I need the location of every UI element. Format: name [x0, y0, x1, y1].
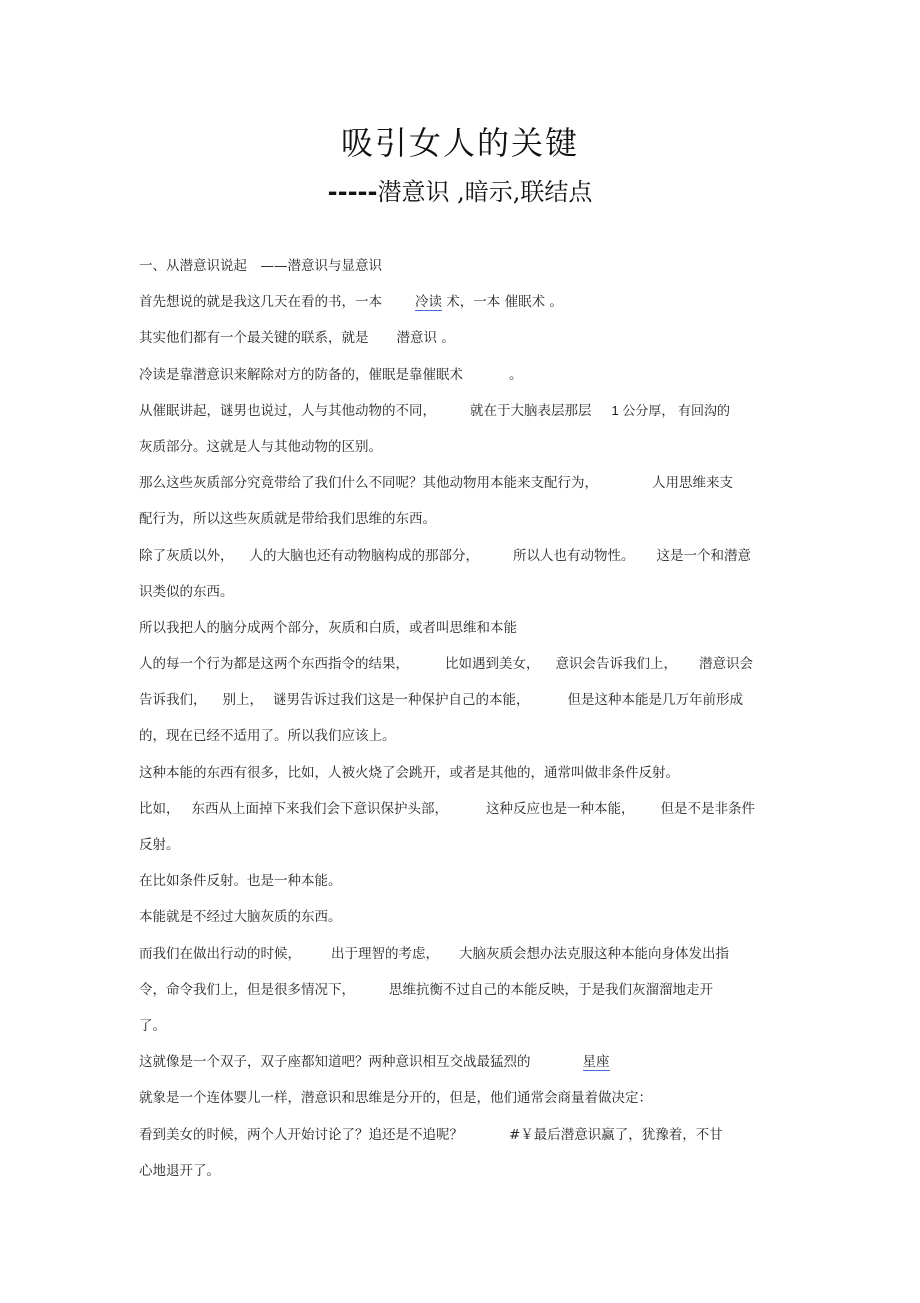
paragraph-line — [139, 942, 789, 978]
paragraph-line — [139, 616, 789, 652]
text-line: 而我们在做出行动的时候， — [139, 945, 301, 962]
paragraph-line — [139, 652, 789, 688]
text-line: 人的每一个行为都是这两个东西指令的结果， — [139, 656, 409, 673]
text-line: 谜男告诉过我们这是一种保护自己的本能， — [273, 692, 530, 709]
paragraph-line — [139, 399, 789, 435]
text-line: 首先想说的就是我这几天在看的书，一本 — [139, 294, 382, 311]
text-line: 比如， — [139, 800, 180, 817]
text-line: 所以我把人的脑分成两个部分，灰质和白质，或者叫思维和本能 — [139, 619, 517, 636]
text-line: 思维抗衡不过自己的本能反映，于是我们灰溜溜地走开 — [389, 981, 713, 998]
text-line: 这是一个和潜意 — [656, 547, 751, 564]
paragraph-line — [139, 1086, 789, 1122]
text-line: 但是不是非条件 — [660, 800, 755, 817]
text-line: 本能就是不经过大脑灰质的东西。 — [139, 909, 342, 926]
link-constellation[interactable]: 星座 — [582, 1054, 610, 1071]
text-line: 一、从潜意识说起 ——潜意识与显意识 — [139, 258, 382, 274]
text-line: 出于理智的考虑， — [331, 945, 439, 962]
paragraph-line — [139, 1050, 789, 1086]
text-line: 冷读是靠潜意识来解除对方的防备的，催眠是靠催眠术 — [139, 366, 463, 383]
text-line: 。 — [509, 366, 523, 383]
text-line: 从催眠讲起，谜男也说过，人与其他动物的不同， — [139, 402, 436, 419]
text-line: 意识会告诉我们上， — [555, 656, 677, 673]
page-title: 吸引女人的关键 — [340, 124, 579, 162]
paragraph-line — [139, 724, 789, 760]
paragraph-line — [139, 869, 789, 905]
text-line: 这种本能的东西有很多，比如，人被火烧了会跳开，或者是其他的，通常叫做非条件反射。 — [139, 764, 679, 781]
paragraph-line — [139, 797, 789, 833]
document-body — [139, 254, 789, 1195]
text-line: 了。 — [139, 1017, 166, 1034]
text-line: 的，现在已经不适用了。所以我们应该上。 — [139, 728, 396, 745]
text-line: 除了灰质以外， — [139, 547, 234, 564]
paragraph-line — [139, 1159, 789, 1195]
subtitle-text: 潜意识 ,暗示,联结点 — [377, 178, 593, 206]
text-line: 灰质部分。这就是人与其他动物的区别。 — [139, 438, 382, 455]
text-line: 潜意识会 — [699, 656, 753, 673]
text-line: 所以人也有动物性。 — [513, 547, 635, 564]
subtitle-dash: ----- — [327, 178, 378, 206]
text-line: 但是这种本能是几万年前形成 — [567, 692, 743, 709]
paragraph-line — [139, 544, 789, 580]
text-line: 就在于大脑表层那层 — [470, 402, 592, 419]
paragraph-line — [139, 1123, 789, 1159]
text-line: 这就像是一个双子，双子座都知道吧？两种意识相互交战最猛烈的 — [139, 1054, 531, 1071]
paragraph-line — [139, 833, 789, 869]
text-line: 反射。 — [139, 837, 180, 853]
text-line: 配行为，所以这些灰质就是带给我们思维的东西。 — [139, 511, 436, 528]
paragraph-line — [139, 978, 789, 1014]
text-line: 那么这些灰质部分究竟带给了我们什么不同呢？其他动物用本能来支配行为， — [139, 475, 598, 492]
paragraph-line — [139, 435, 789, 471]
paragraph-line — [139, 363, 789, 399]
text-line: 心地退开了。 — [139, 1162, 220, 1179]
paragraph-line — [139, 761, 789, 797]
text-line: 就象是一个连体婴儿一样，潜意识和思维是分开的，但是，他们通常会商量着做决定： — [139, 1090, 652, 1107]
paragraph-line — [139, 905, 789, 941]
paragraph-line — [139, 326, 789, 362]
text-line: 比如遇到美女， — [445, 656, 540, 673]
section-heading — [139, 254, 789, 290]
text-line: 这种反应也是一种本能， — [486, 800, 635, 817]
text-line: #￥最后潜意识赢了，犹豫着，不甘 — [509, 1126, 723, 1143]
paragraph-line — [139, 1014, 789, 1050]
text-line: 看到美女的时候，两个人开始讨论了？追还是不追呢？ — [139, 1126, 463, 1143]
paragraph-line — [139, 580, 789, 616]
paragraph-line — [139, 507, 789, 543]
text-line: 潜意识 。 — [396, 330, 455, 347]
page-subtitle — [0, 172, 920, 207]
text-line: 在比如条件反射。也是一种本能。 — [139, 873, 342, 890]
text-line: 大脑灰质会想办法克服这种本能向身体发出指 — [459, 945, 729, 962]
text-line: 告诉我们， — [139, 692, 207, 709]
text-line: 术，一本 催眠术 。 — [442, 294, 563, 311]
paragraph-line — [139, 471, 789, 507]
text-line: 其实他们都有一个最关键的联系，就是 — [139, 330, 369, 347]
text-line: 令，命令我们上，但是很多情况下， — [139, 981, 355, 998]
text-line: 东西从上面掉下来我们会下意识保护头部， — [191, 800, 448, 817]
text-line: 人的大脑也还有动物脑构成的那部分， — [249, 547, 479, 564]
text-line: 1 公分厚， 有回沟的 — [611, 402, 730, 418]
text-line: 人用思维来支 — [652, 475, 733, 492]
paragraph-line — [139, 688, 789, 724]
text-line: 别上， — [222, 692, 263, 709]
paragraph-line — [139, 290, 789, 326]
link-cold-reading[interactable]: 冷读 — [415, 294, 442, 311]
text-line: 识类似的东西。 — [139, 583, 234, 600]
